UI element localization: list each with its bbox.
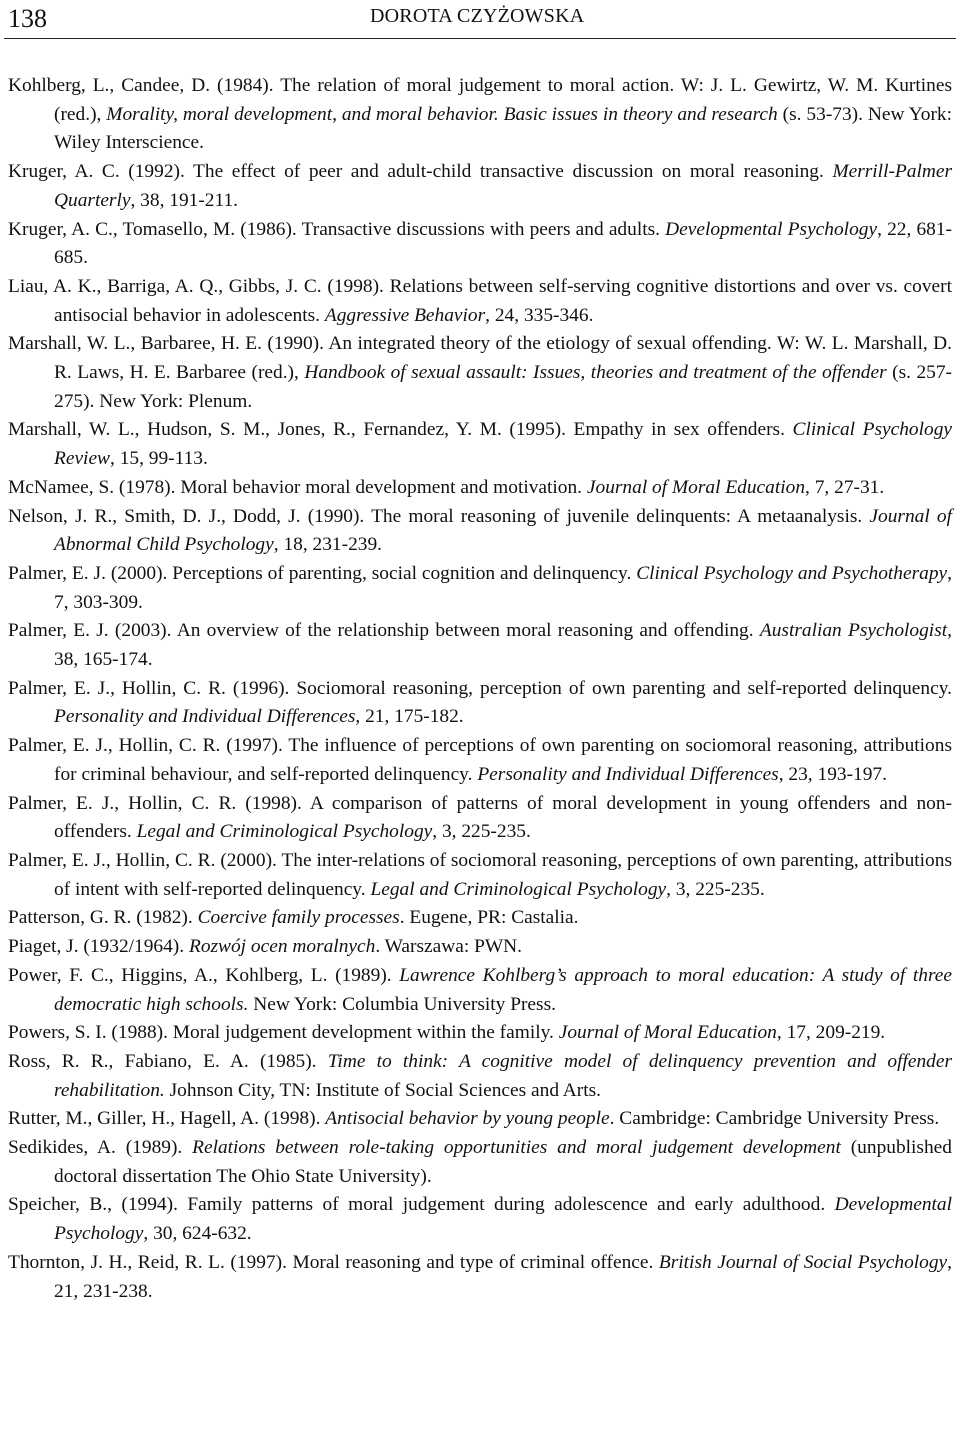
reference-entry [8,560,952,617]
reference-text: Liau, A. K., Barriga, A. Q., Gibbs, J. C. (1998). Relations between self-serving cognitive distortions and over vs. covert antisocial behavior in adolescents. [8,275,952,326]
reference-text: , 17, 209-219. [776,1022,886,1044]
reference-text: Patterson, G. R. (1982). [8,907,198,929]
reference-text: , 23, 193-197. [778,763,887,785]
reference-source-title: Merrill-Palmer Quarterly [54,161,952,211]
reference-entry [8,847,952,904]
reference-text: (s. 53-73). New York: Wiley Interscience. [54,103,953,154]
reference-text: Johnson City, TN: Institute of Social Sciences and Arts. [164,1079,602,1101]
reference-text: Thornton, J. H., Reid, R. L. (1997). Moral reasoning and type of criminal offence. [8,1251,659,1273]
reference-text: Marshall, W. L., Hudson, S. M., Jones, R., Fernandez, Y. M. (1995). Empathy in sex offenders. [8,419,793,441]
reference-text: Ross, R. R., Fabiano, E. A. (1985). [8,1050,328,1072]
reference-entry [8,158,952,215]
reference-text: (unpublished doctoral dissertation The Ohio State University). [54,1137,952,1187]
reference-text: . Eugene, PR: Castalia. [399,907,579,929]
reference-text: Marshall, W. L., Barbaree, H. E. (1990). An integrated theory of the etiology of sexual offending. W: W. L. Marshall, D. R. Laws, H. E. Barbaree (red.), [8,333,952,384]
reference-source-title: Australian Psychologist [759,620,948,642]
reference-text: , 15, 99-113. [110,448,208,470]
reference-source-title: Personality and Individual Differences [477,763,779,785]
reference-text: Powers, S. I. (1988). Moral judgement development within the family. [8,1022,559,1044]
reference-text: Kohlberg, L., Candee, D. (1984). The relation of moral judgement to moral action. W: J. L. Gewirtz, W. M. Kurtines (red.), [8,75,952,125]
reference-text: , 7, 27-31. [805,476,885,498]
reference-entry [8,904,952,933]
reference-text: Palmer, E. J., Hollin, C. R. (2000). The inter-relations of sociomoral reasoning, perceptions of own parenting, attributions of intent with self-reported delinquency. [8,849,952,900]
reference-source-title: Aggressive Behavior [324,304,486,326]
reference-entry [8,1105,952,1134]
reference-text: , 38, 165-174. [54,620,952,671]
reference-text: , 24, 335-346. [485,304,594,326]
reference-entry [8,675,952,732]
reference-text: , 3, 225-235. [666,878,765,900]
reference-text: . Warszawa: PWN. [375,936,523,958]
reference-source-title: Relations between role-taking opportunities and moral judgement development [192,1137,841,1159]
reference-text: Piaget, J. (1932/1964). [8,936,189,958]
reference-entry [8,72,952,158]
reference-entry [8,273,952,330]
reference-source-title: Clinical Psychology and Psychotherapy [636,562,948,584]
reference-text: Palmer, E. J. (2000). Perceptions of parenting, social cognition and delinquency. [8,562,637,584]
reference-entry [8,216,952,273]
reference-source-title: Developmental Psychology [665,218,878,240]
reference-entry [8,503,952,560]
reference-text: , 18, 231-239. [273,534,383,556]
reference-list [8,72,952,1306]
reference-entry [8,933,952,962]
reference-text: (s. 257-275). New York: Plenum. [54,362,952,412]
reference-source-title: Time to think: A cognitive model of delinquency prevention and offender rehabilitation. [54,1050,953,1101]
reference-entry [8,1191,952,1248]
page-number: 138 [8,4,47,33]
reference-text: Kruger, A. C., Tomasello, M. (1986). Transactive discussions with peers and adults. [8,218,666,240]
reference-text: , 22, 681-685. [54,218,953,269]
reference-entry [8,1019,952,1048]
reference-text: Power, F. C., Higgins, A., Kohlberg, L. (1989). [8,964,400,986]
reference-text: , 7, 303-309. [54,562,952,613]
reference-text: Palmer, E. J. (2003). An overview of the relationship between moral reasoning and offending. [8,620,760,642]
reference-source-title: Legal and Criminological Psychology [370,878,667,900]
reference-source-title: British Journal of Social Psychology [658,1251,948,1273]
reference-entry [8,1249,952,1306]
reference-source-title: Personality and Individual Differences [54,706,356,728]
reference-text: , 30, 624-632. [143,1223,252,1245]
reference-entry [8,617,952,674]
reference-source-title: Legal and Criminological Psychology [136,821,433,843]
reference-text: , 21, 175-182. [355,706,464,728]
reference-source-title: Antisocial behavior by young people [325,1108,610,1130]
reference-text: New York: Columbia University Press. [248,993,556,1015]
reference-entry [8,474,952,503]
reference-entry [8,790,952,847]
reference-entry [8,1048,952,1105]
reference-source-title: Clinical Psychology Review [54,419,952,470]
reference-text: , 38, 191-211. [130,189,239,211]
reference-text: Palmer, E. J., Hollin, C. R. (1996). Sociomoral reasoning, perception of own parenting and self-reported delinquency. [8,677,952,699]
reference-text: Rutter, M., Giller, H., Hagell, A. (1998). [8,1108,326,1130]
reference-source-title: Journal of Abnormal Child Psychology [54,505,952,556]
reference-source-title: Journal of Moral Education [558,1022,777,1044]
reference-source-title: Rozwój ocen moralnych [188,936,376,958]
reference-source-title: Journal of Moral Education [586,476,806,498]
reference-text: Kruger, A. C. (1992). The effect of peer and adult-child transactive discussion on moral reasoning. [8,161,833,183]
reference-text: , 21, 231-238. [54,1251,953,1302]
reference-entry [8,416,952,473]
reference-text: Nelson, J. R., Smith, D. J., Dodd, J. (1990). The moral reasoning of juvenile delinquents: A metaanalysis. [8,505,870,527]
reference-source-title: Handbook of sexual assault: Issues, theories and treatment of the offender [304,362,887,384]
reference-source-title: Coercive family processes [197,907,400,929]
running-head: DOROTA CZYŻOWSKA [370,5,585,27]
reference-text: Speicher, B., (1994). Family patterns of moral judgement during adolescence and early adulthood. [8,1194,835,1216]
reference-text: Palmer, E. J., Hollin, C. R. (1998). A comparison of patterns of moral development in young offenders and non-offenders. [8,792,952,843]
reference-text: . Cambridge: Cambridge University Press. [609,1108,940,1130]
reference-entry [8,330,952,416]
reference-text: Palmer, E. J., Hollin, C. R. (1997). The influence of perceptions of own parenting on sociomoral reasoning, attributions for criminal behaviour, and self-reported delinquency. [8,735,952,785]
reference-entry [8,732,952,789]
reference-entry [8,962,952,1019]
reference-text: , 3, 225-235. [432,821,531,843]
reference-source-title: Morality, moral development, and moral behavior. Basic issues in theory and research [106,103,778,125]
reference-entry [8,1134,952,1191]
reference-source-title: Developmental Psychology [54,1194,952,1245]
page-header [0,0,960,42]
reference-text: Sedikides, A. (1989). [8,1137,193,1159]
reference-text: McNamee, S. (1978). Moral behavior moral development and motivation. [8,476,587,498]
header-rule [4,38,956,39]
reference-source-title: Lawrence Kohlberg’s approach to moral education: A study of three democratic high schools. [54,964,952,1015]
